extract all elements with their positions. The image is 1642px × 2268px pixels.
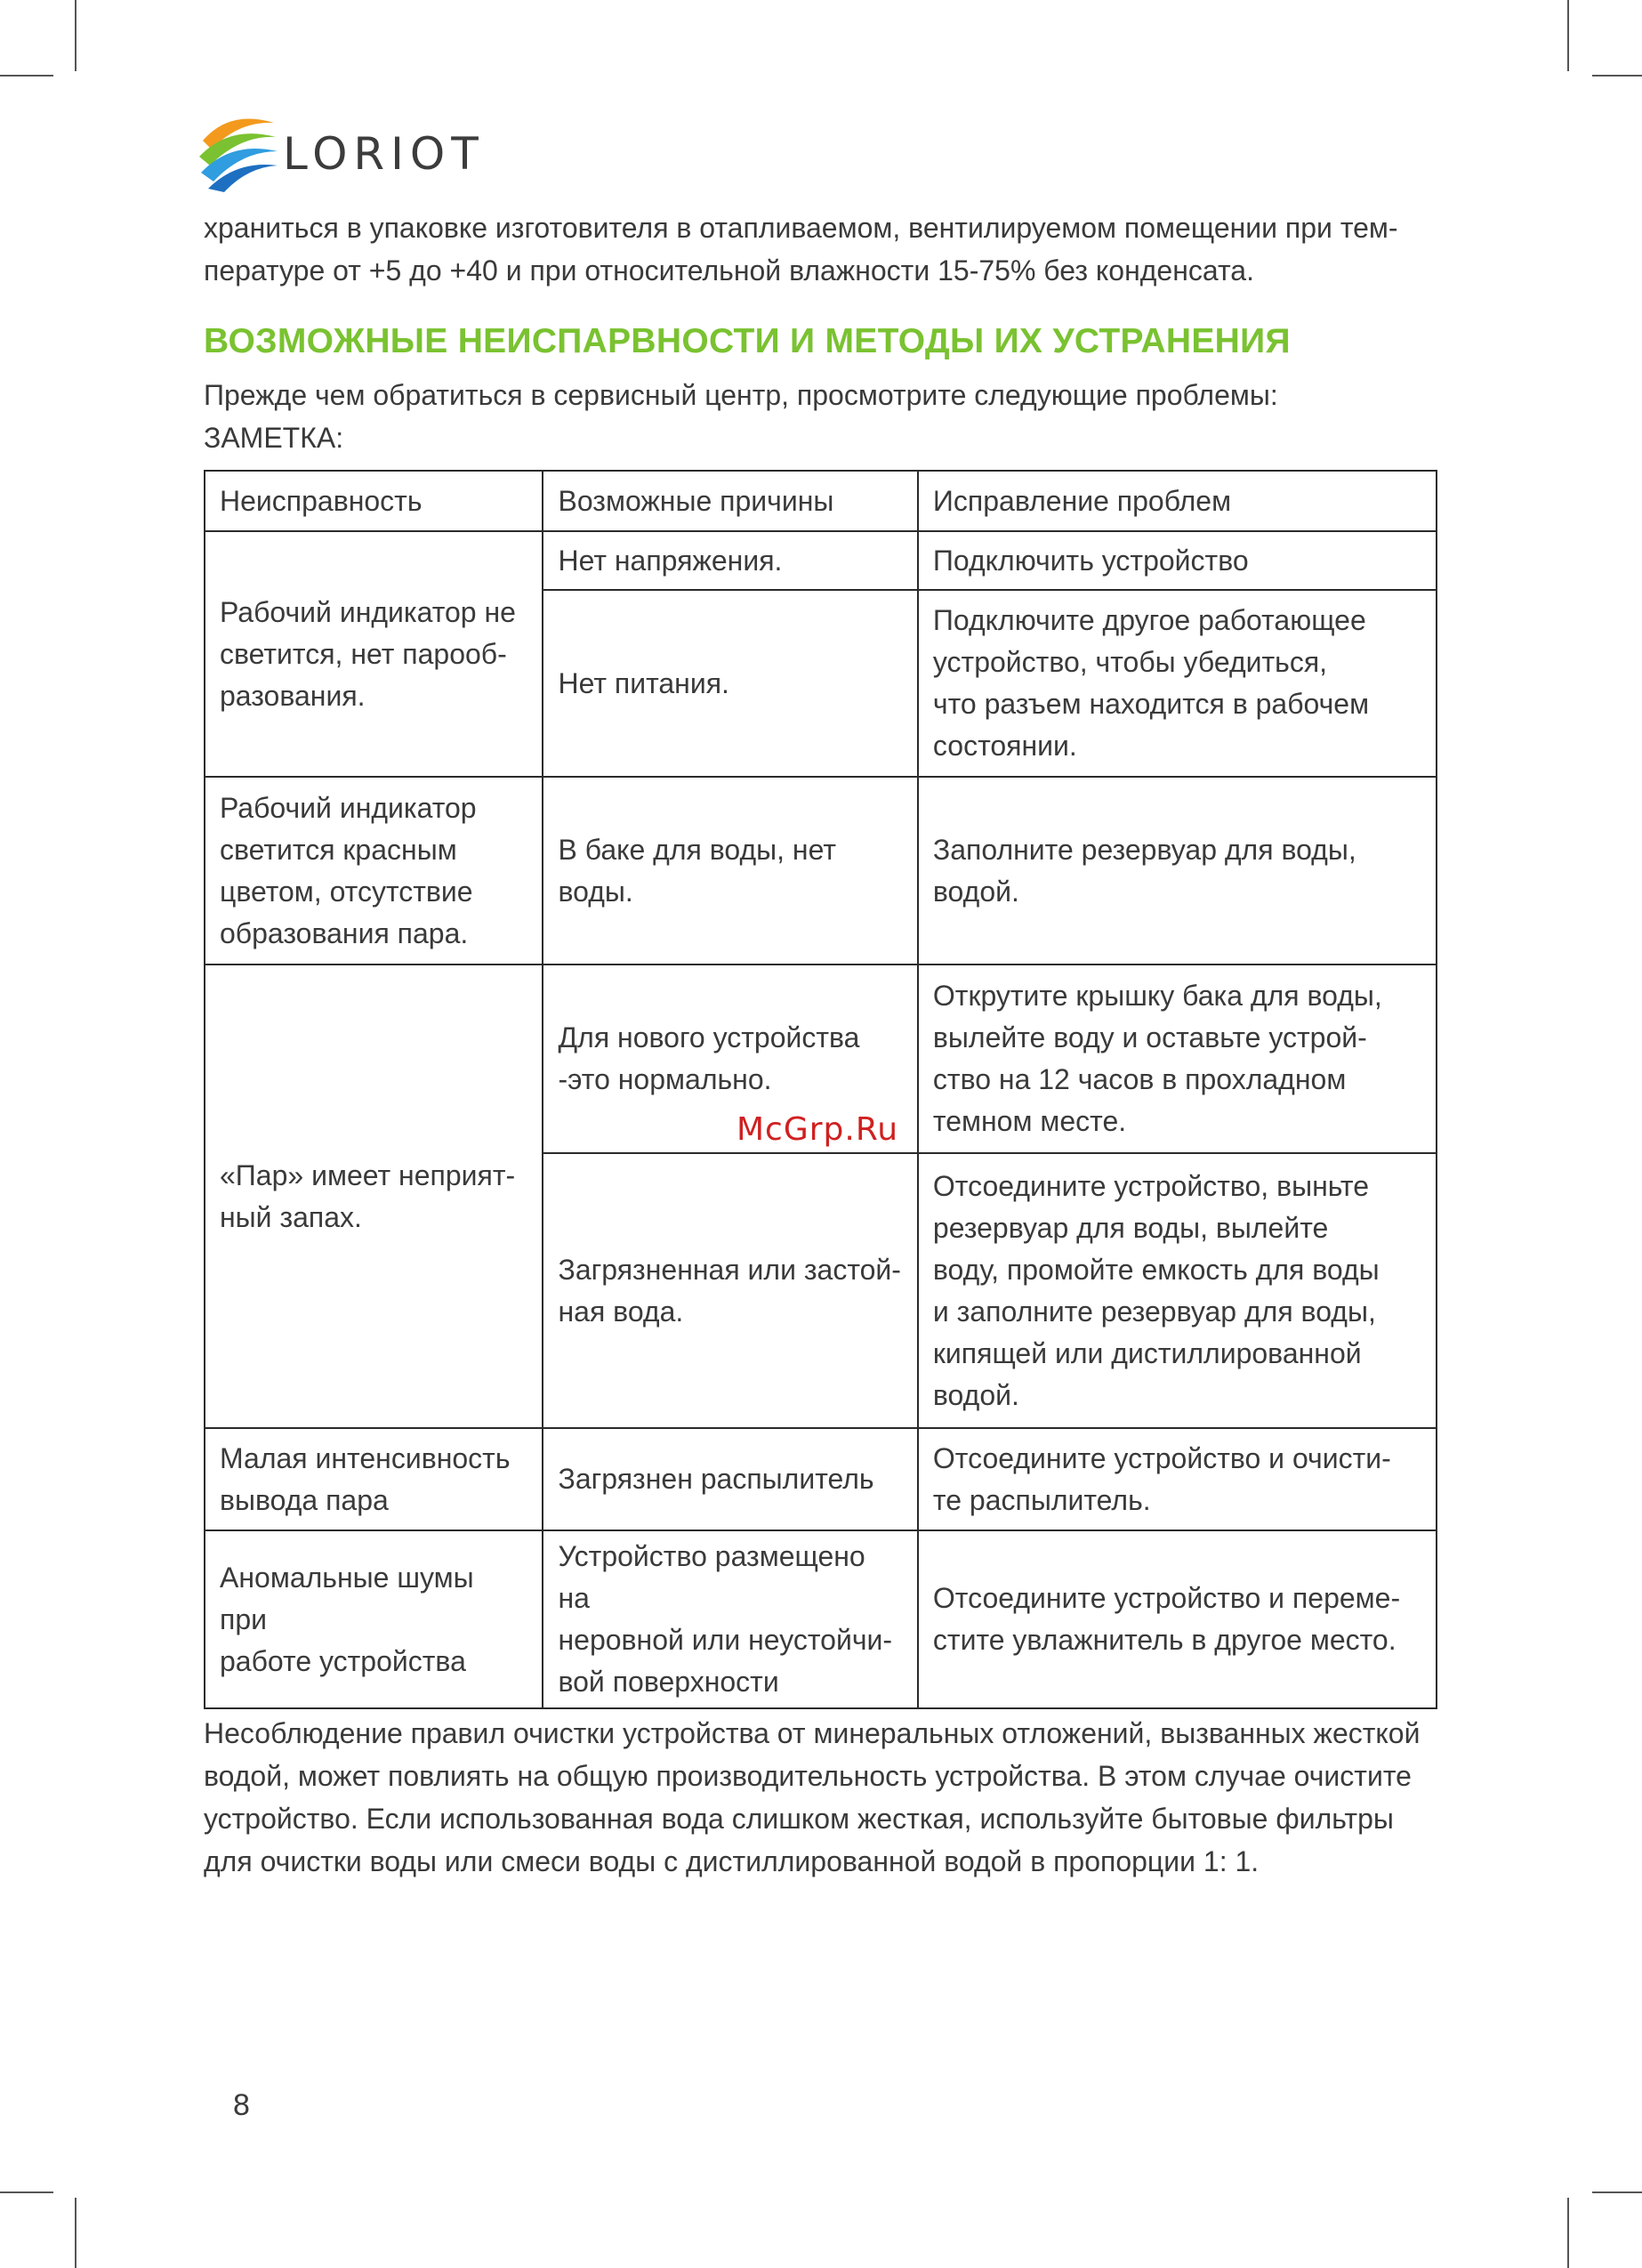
fault-cell: Малая интенсивность вывода пара — [205, 1428, 543, 1530]
fix-cell: Заполните резервуар для воды, водой. — [918, 777, 1437, 965]
cause-cell: В баке для воды, нет воды. — [543, 777, 917, 965]
intro-line-2: пературе от +5 до +40 и при относительной влажности 15-75% без конденсата. — [204, 254, 1254, 287]
note-label: ЗАМЕТКА: — [204, 422, 344, 454]
crop-mark — [1567, 0, 1569, 71]
fault-cell: Аномальные шумы при работе устройства — [205, 1530, 543, 1708]
section-heading: ВОЗМОЖНЫЕ НЕИСПАРВНОСТИ И МЕТОДЫ ИХ УСТРАНЕНИЯ — [204, 322, 1291, 360]
table-header-row — [205, 471, 1437, 531]
table-row — [205, 1428, 1437, 1530]
section-lead: Прежде чем обратиться в сервисный центр, просмотрите следующие проблемы: — [204, 379, 1278, 411]
fix-cell: Отсоедините устройство, выньте резервуар для воды, вылейте воду, промойте емкость для воды и заполните резервуар для воды, кипящей или дистиллированной водой. — [918, 1153, 1437, 1428]
watermark: McGrp.Ru — [736, 1111, 899, 1148]
brand-logo — [194, 114, 567, 194]
cause-cell: Загрязненная или застой- ная вода. — [543, 1153, 917, 1428]
fix-cell: Подключите другое работающее устройство, чтобы убедиться, что разъем находится в рабочем состоянии. — [918, 590, 1437, 777]
cause-cell: Для нового устройства -это нормально. — [543, 965, 917, 1153]
troubleshooting-table — [204, 470, 1437, 1709]
crop-mark — [1567, 2198, 1569, 2268]
cause-cell: Загрязнен распылитель — [543, 1428, 917, 1530]
fix-cell: Отсоедините устройство и переме- стите увлажнитель в другое место. — [918, 1530, 1437, 1708]
footer-line-1: Несоблюдение правил очистки устройства от минеральных отложений, вызванных жесткой — [204, 1717, 1421, 1749]
crop-mark — [75, 0, 76, 71]
table-row — [205, 777, 1437, 965]
footer-line-2: водой, может повлиять на общую производительность устройства. В этом случае очистите — [204, 1760, 1412, 1792]
table-row — [205, 531, 1437, 590]
header-fault: Неисправность — [205, 471, 543, 531]
footer-line-3: устройство. Если использованная вода слишком жесткая, используйте бытовые фильтры — [204, 1803, 1394, 1835]
fault-cell: Рабочий индикатор светится красным цветом, отсутствие образования пара. — [205, 777, 543, 965]
cause-cell: Устройство размещено на неровной или неустойчи- вой поверхности — [543, 1530, 917, 1708]
table-row — [205, 1530, 1437, 1708]
crop-mark — [1592, 75, 1642, 77]
header-fix: Исправление проблем — [918, 471, 1437, 531]
crop-mark — [75, 2198, 76, 2268]
crop-mark — [1592, 2191, 1642, 2193]
fix-cell: Отсоедините устройство и очисти- те распылитель. — [918, 1428, 1437, 1530]
fix-cell: Открутите крышку бака для воды, вылейте воду и оставьте устрой- ство на 12 часов в прохладном темном месте. — [918, 965, 1437, 1153]
cause-cell: Нет питания. — [543, 590, 917, 777]
crop-mark — [0, 75, 53, 77]
footer-line-4: для очистки воды или смеси воды с дистиллированной водой в пропорции 1: 1. — [204, 1845, 1260, 1877]
cause-cell: Нет напряжения. — [543, 531, 917, 590]
fault-cell: «Пар» имеет неприят- ный запах. — [205, 965, 543, 1428]
intro-line-1: храниться в упаковке изготовителя в отапливаемом, вентилируемом помещении при тем- — [204, 212, 1398, 244]
fault-cell: Рабочий индикатор не светится, нет парооб- разования. — [205, 531, 543, 777]
page-number: 8 — [233, 2088, 250, 2122]
brand-name: LORIOT — [283, 128, 485, 180]
crop-mark — [0, 2191, 53, 2193]
header-cause: Возможные причины — [543, 471, 917, 531]
swirl-logo-icon — [194, 114, 279, 194]
fix-cell: Подключить устройство — [918, 531, 1437, 590]
